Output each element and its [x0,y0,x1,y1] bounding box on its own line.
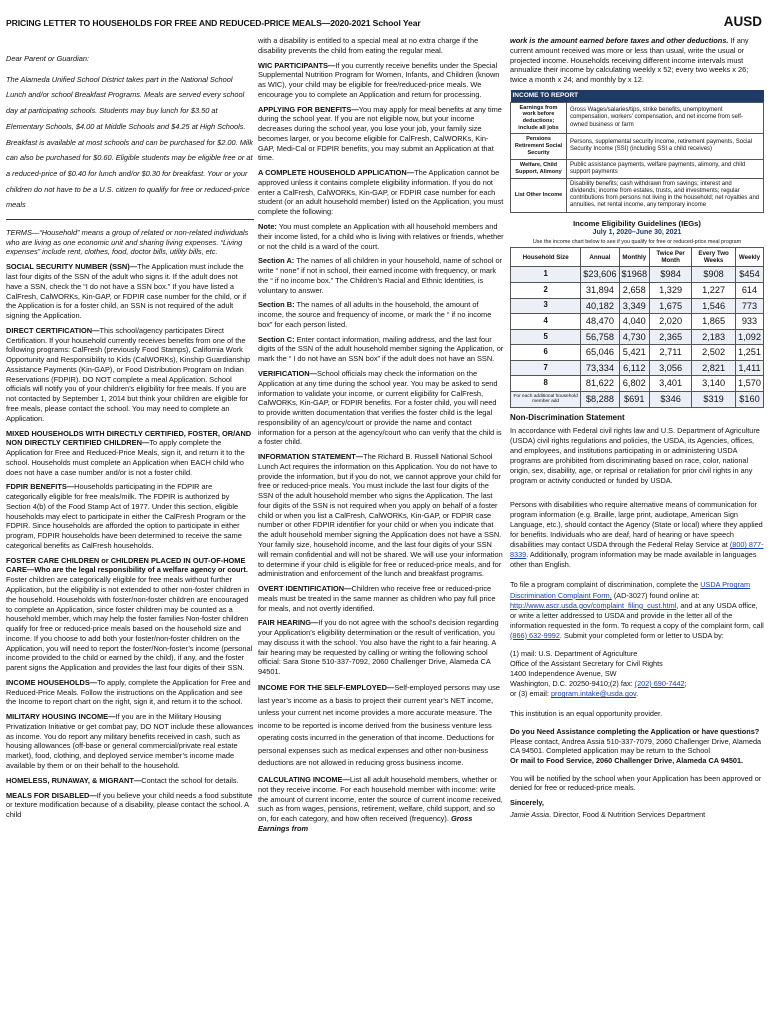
eligibility-note: Use the income chart below to see if you qualify for free or reduced-price meal program [532,239,742,246]
sincerely: Sincerely, [510,797,544,807]
calculating-text: List all adult household members, whether or not they receive income. For each household member with income: write the amount of current income, enter the source of current income received, such as from wages, pensions, retirement, welfare, child support, and so on, for each category, and how often received (frequency). [258,774,503,824]
section-c-text: Enter contact information, mailing address, and the last four digits of the SSN of the adult household member signing the Application, or mark the “ I do not have an SSN box” if the adult does not have an SSN. [258,334,504,364]
income-households-section [6,678,254,707]
divider [6,219,254,220]
column-middle [258,36,504,839]
fdpir-section [6,482,254,550]
self-employed-heading: INCOME FOR THE SELF-EMPLOYED— [258,682,395,692]
table-row: 5 56,758 4,730 2,365 2,183 1,092 [511,329,764,345]
applying-section [258,105,504,164]
complete-text: The Application cannot be approved unless it contains complete eligibility information. If you do not enter a CalFresh, CalWORKs, Kin-GAP, or FDPIR case number for each student (or an adult household member) listed on the Application, you must complete the following: [258,168,504,217]
disabled-text: If you believe your child needs a food substitute or texture modification because of a disability, please contact the school. A child [6,790,253,820]
homeless-heading: HOMELESS, RUNAWAY, & MIGRANT— [6,775,142,785]
mail-line-5: or (3) email: program.intake@usda.gov. [510,689,639,699]
work-text: If any current amount received was more or less than usual, write the usual or projected income. Households receiving different income intervals must annualize their income by calculating weekly x 52; every two weeks x 26; twice a month x 24; and monthly by x 12. [510,36,749,85]
signer-title: . Director, Food & Nutrition Services Department [549,809,706,819]
note-text: You must complete an Application with all household members and their income listed, for a child who is living with relatives or friends, whether or not the child is a ward of the court. [258,222,504,251]
letter-title: PRICING LETTER TO HOUSEHOLDS FOR FREE AND REDUCED-PRICE MEALS—2020-2021 School Year [6,18,421,28]
verification-text: School officials may check the information on the Application at any time during the school year. You may be asked to send information to validate your income, or current eligibility for CalFresh, CalWORKs, Kin-GAP, or FDPIR benefits. For a foster child, you will need to provide written documentation that verifies the foster child is the legal responsibility of an agency/court or provide the name and contact information for a person at the agency/court who can verify that the child is a foster child. [258,368,502,447]
email-link[interactable]: program.intake@usda.gov [550,689,637,699]
table-row: Earnings from work before deductions; include all jobs Gross Wages/salaries/tips, strike benefits, unemployment compensation, workers’ compensation, and net income from self-owned business or farm [511,102,764,134]
table-row: 4 48,470 4,040 2,020 1,865 933 [511,314,764,330]
disabled-continued: with a disability is entitled to a special meal at no extra charge if the disability prevents the child from eating the regular meal. [258,36,479,55]
income-heading: INCOME HOUSEHOLDS— [6,677,98,687]
gross-earnings-tail: Gross Earnings from [258,814,473,833]
nd-paragraph-1: In accordance with Federal civil rights law and U.S. Department of Agriculture (USDA) civil rights regulations and policies, the USDA, its Agencies, offices, and employees, and institutions participating in or administering USDA programs are prohibited from discriminating based on race, color, national origin, sex, disability, age, or reprisal or retaliation for prior civil rights in any program or activity conducted or funded by USDA. [510,425,760,485]
nd-paragraph-3: To file a program complaint of discrimination, complete the USDA Program Discrimination Complaint Form, (AD-3027) found online at: http://www.ascr.usda.gov/complaint_filing_cust.html, and at any USDA office, or write a letter addressed to USDA and provide in the letter all of the information requested in the form. To request a copy of the complaint form, call (866) 632-9992. Submit your completed form or letter to USDA by: [510,580,764,640]
assistance-section [510,727,764,766]
applying-heading: APPLYING FOR BENEFITS— [258,104,359,114]
terms-paragraph: TERMS—“Household” means a group of related or non-related individuals who are living as one economic unit and sharing living expenses. “Living expenses” include rent, clothes, food, doctor bills, utility bills, etc. [6,227,249,257]
section-c-heading: Section C: [258,334,295,344]
mail-line-3: 1400 Independence Avenue, SW [510,668,617,678]
mixed-text: To apply complete the Application for Free and Reduced-Price Meals, sign it, and return it to the school. Households must complete an Application when EACH child who does not have a case number and/or is not a foster child. [6,438,245,477]
mail-line-4: Washington, D.C. 20250-9410;(2) fax: (202) 690-7442; [510,679,687,688]
col-header-weekly: Weekly [735,248,763,267]
overt-section [258,584,504,613]
table-row: Pensions Retirement Social Security Persons, supplemental security income, retirement payments, Social Security Income (SSI) (including SSI a child receives) [511,134,764,159]
disabled-section [6,791,254,820]
table-row-additional: For each additional household member add $8,288 $691 $346 $319 $160 [511,392,764,408]
mixed-heading: MIXED HOUSEHOLDS WITH DIRECTLY CERTIFIED, FOSTER, OR/AND NON DIRECTLY CERTIFIED CHILDREN— [6,428,252,448]
nd-paragraph-2: Persons with disabilities who require alternative means of communication for program information (e.g. Braille, large print, audiotape, American Sign Language, etc.), should contact the Agency (State or local) where they applied for benefits. Individuals who are deaf, hard of hearing or have speech disabilities may contact USDA through the Federal Relay Service at (800) 877-8339. Additionally, program information may be made available in languages other than English. [510,500,764,570]
applying-text: You may apply for meal benefits at any time during the school year. If you are not eligible now, but your income decreases during the school year, you lose your job, your family size becomes larger, or you become eligible for CalFresh, CalWORKs, Kin-GAP, Medi-Cal or FDPIR benefits, you may submit an Application at that time. [258,104,502,163]
work-lead: work is the amount earned before taxes and other deductions. [510,36,729,45]
military-text: If you are in the Military Housing Privatization Initiative or get combat pay, DO NOT include these allowances as income. You do report any military benefits received in cash, such as housing allowances (off-base or general commercial/private real estate market), food, clothing, and deployed service member’s income made available by them or on their behalf to the household. [6,712,254,770]
section-b [258,300,504,329]
complaint-url-link[interactable]: http://www.ascr.usda.gov/complaint_filing_cust.html [510,600,677,610]
complaint-phone-link[interactable]: (866) 632-9992 [510,630,560,640]
verification-heading: VERIFICATION— [258,368,317,378]
foster-heading: FOSTER CARE CHILDREN or CHILDREN PLACED IN OUT-OF-HOME CARE—Who are the legal responsibility of a welfare agency or court. [6,555,248,575]
fax-link[interactable]: (202) 690-7442 [634,679,685,688]
signature-line [510,810,764,820]
direct-cert-heading: DIRECT CERTIFICATION— [6,325,100,335]
self-employed-section [258,682,504,770]
col-header-every-two: Every Two Weeks [692,248,736,267]
information-heading: INFORMATION STATEMENT— [258,452,364,462]
eligibility-table [510,247,764,407]
table-row: 2 31,894 2,658 1,329 1,227 614 [511,282,764,298]
self-employed-text: Self-employed persons may use last year’s income as a basis to project their current year’s NET income, unless your current net income provides a more accurate measure. The income to be reported is income derived from the business venture less operating costs incurred in the generation of that income. Deductions for personal expenses such as medical expenses and other non-business deductions are not allowed in reducing gross business income. [258,682,500,768]
section-a [258,256,504,295]
section-b-text: The names of all adults in the household, the amount of income, the source and frequency of income, or mark the “ if no income box” for each person listed. [258,300,492,329]
homeless-text: Contact the school for details. [141,775,239,785]
org-name: AUSD [723,14,762,29]
fair-hearing-section [258,618,504,677]
calculating-section [258,775,504,834]
fair-hearing-text: If you do not agree with the school’s decision regarding your Application’s eligibility determination or the result of verification, you may discuss it with the school. You also have the right to a fair hearing. A fair hearing may be requested by calling or writing the following school official: Sara Stone 510-337-7092, 2060 Challenger Drive, Alameda CA 94501. [258,618,499,677]
letter-header [6,14,762,34]
section-a-heading: Section A: [258,256,295,266]
section-b-heading: Section B: [258,300,295,310]
wic-section [258,61,504,100]
notify-text: You will be notified by the school when your Application has been approved or denied for free or reduced-price meals. [510,773,762,793]
nondiscrimination-section [510,412,764,720]
section-c [258,335,504,364]
disabled-heading: MEALS FOR DISABLED— [6,790,97,800]
complaint-form-link[interactable]: USDA Program Discrimination Complaint Form, [510,580,751,600]
ssn-text: The Application must include the last four digits of the SSN of the adult who signs it. If the adult does not have a SSN, check the “I do not have a SSN box.” If you have listed a CalFresh, CalWORKs, Kin-GAP, or FDPIR case number for the child, or if the Application is for a foster child, an SSN is not required of the adult signing the Application. [6,262,247,321]
table-row: List Other Income Disability benefits; cash withdrawn from savings; interest and dividends; income from estates, trusts, and investments; regular contributions from persons not living in the household; net royalties and annuities, net rental income, any temporary income [511,178,764,212]
table-row: 8 81,622 6,802 3,401 3,140 1,570 [511,376,764,392]
assistance-mail: Or mail to Food Service, 2060 Challenger Drive, Alameda CA 94501. [510,756,744,766]
col-header-twice: Twice Per Month [650,248,692,267]
assistance-heading: Do you Need Assistance completing the Application or have questions? [510,727,760,737]
assistance-text: Please contact, Andrea Assia 510-337-7079, 2060 Challenger Drive, Alameda CA 94501. Completed application may be return to the School [510,736,762,756]
table-row: 1 $23,606 $1968 $984 $908 $454 [511,267,764,283]
note-section [258,222,504,251]
homeless-section [6,776,254,786]
foster-text: Foster children are categorically eligible for free meals without further Application, but the eligibility is not extended to other non-foster children in the household. Households with foster/non-foster children are encouraged to complete an Application, since foster children may be counted as a household member, which may help the foster families Non-foster children qualify for free or reduced-price meals based on the household size and income. If you choose to add both your foster/non-foster children on the Application, you will need to report the foster/Non-foster’s income (personal income provided to the child or earned by the child), if any, and the foster parent signs the Application and provides the last four digits of their SSN. [6,575,253,673]
income-to-report-title: INCOME TO REPORT [511,90,764,102]
eligibility-date: July 1, 2020–June 30, 2021 [592,228,682,236]
overt-heading: OVERT IDENTIFICATION— [258,584,352,594]
military-section [6,712,254,771]
foster-section [6,556,254,673]
fdpir-heading: FDPIR BENEFITS— [6,482,75,492]
income-text: To apply, complete the Application for Free and Reduced-Price Meals. Follow the instructions on the Application and see the Income to report chart on the right, sign it, and return it to the school. [6,677,251,707]
salutation: Dear Parent or Guardian: [6,54,89,63]
eligibility-title: Income Eligibility Guidelines (IEGs) [573,218,701,228]
table-row: 7 73,334 6,112 3,056 2,821 1,411 [511,360,764,376]
column-right [510,36,764,824]
income-to-report-table [510,90,764,213]
overt-text: Children who receive free or reduced-price meals must be treated in the same manner as children who pay full price for meals, and not overtly identified. [258,584,496,613]
nondiscrimination-title: Non-Discrimination Statement [510,412,625,422]
ssn-section [6,262,254,321]
col-header-annual: Annual [581,248,619,267]
military-heading: MILITARY HOUSING INCOME— [6,712,116,722]
direct-cert-text: This school/agency participates Direct Certification. If your household currently receives benefits from one of the following programs: CalFresh (previously Food Stamps), California Work Opportunity and Responsibility to Kids (CalWORKs), Kinship Guardianship Assistance Payments (Kin-GAP), or Food Distribution Program on Indian Reservations (FDPIR). DO NOT complete a meal Application. School officials will notify you of your children’s eligibility for free meals. If you are not contacted by September 1, 2014 but think your children are eligible for free meals, please contact the school. You may need to complete an Application. [6,325,250,423]
relay-phone-link[interactable]: (800) 877-8339 [510,540,764,560]
eligibility-rows [511,267,764,407]
ssn-heading: SOCIAL SECURITY NUMBER (SSN)— [6,262,138,272]
wic-heading: WIC PARTICIPANTS— [258,60,336,70]
calculating-heading: CALCULATING INCOME— [258,774,350,784]
col-header-size: Household Size [511,248,581,267]
mail-line-2: Office of the Assistant Secretary for Civil Rights [510,658,663,668]
column-left [6,36,254,825]
direct-cert-section [6,326,254,424]
verification-section [258,369,504,447]
intro-paragraph: The Alameda Unified School District takes part in the National School Lunch and/or school Breakfast Programs. Meals are served every school day at participating schools. Students may buy lunch for $3.50 at Elementary Schools, $4.00 at Middle Schools and $4.25 at High Schools. Breakfast is available at most schools and can be purchased for $2.00. Milk can also be purchased for $0.60. Eligible students may be eligible free or at a reduced-price of $0.40 for lunch and/or $0.30 for breakfast. Your or your children do not have to be a U.S. citizen to qualify for free or reduced-price meals [6,74,253,210]
note-heading: Note: [258,222,277,232]
mixed-households-section [6,429,254,478]
wic-text: If you currently receive benefits under the Special Supplemental Nutrition Program for Women, Infants, and Children (known as WIC), your child may be eligible for free/reduced-price meals. We encourage you to complete an Application and return for processing. [258,60,500,99]
fdpir-text: Households participating in the FDPIR are categorically eligible for free meals/milk. The FDPIR is authorized by Section 4(b) of the Food Stamp Act of 1977. Under this section, eligible households may elect to participate in either the CalFresh Program or the FDPIR. Since households are afforded the option to participate in either program, FDPIR households have been determined to receive the same categorical benefits as CalFresh households. [6,482,246,550]
col-header-monthly: Monthly [619,248,650,267]
complete-heading: A COMPLETE HOUSEHOLD APPLICATION— [258,168,415,178]
work-paragraph [510,36,764,85]
equal-opportunity: This institution is an equal opportunity provider. [510,709,663,719]
signature: Jamie Assia [510,809,550,819]
table-row: 6 65,046 5,421 2,711 2,502 1,251 [511,345,764,361]
information-text: The Richard B. Russell National School Lunch Act requires the information on this Application. You do not have to provide the information, but if you do not, we cannot approve your child for free or reduced-price meals. You must include the last four digits of the SSN of the adult household member who signs the Application. The last four digits of the SSN is not required when you apply on behalf of a foster child or when you list a CalFresh, CalWORKs, Kin-GAP, or FDPIR case number or other FDPIR identifier for your child or when you indicate that the adult household member signing the Application does not have a SSN. Your family size, household income, and the last four digits of your SSN will remain confidential and will not be shared. We will use your information to determine if your child is eligible for free or reduced-price meals, and for administration and enforcement of the lunch and breakfast programs. [258,452,503,579]
table-row: 3 40,182 3,349 1,675 1,546 773 [511,298,764,314]
complete-app-section [258,168,504,217]
fair-hearing-heading: FAIR HEARING— [258,618,319,628]
information-section [258,452,504,579]
table-row: Welfare, Child Support, Alimony Public assistance payments, welfare payments, alimony, and child support payments [511,159,764,178]
mail-line-1: (1) mail: U.S. Department of Agriculture [510,648,638,658]
section-a-text: The names of all children in your household, name of school or write “ none” if not in school, their earned income with frequency, or mark the “ if no income box.” The Children’s Racial and Ethnic Identities, is voluntary to answer. [258,256,503,295]
